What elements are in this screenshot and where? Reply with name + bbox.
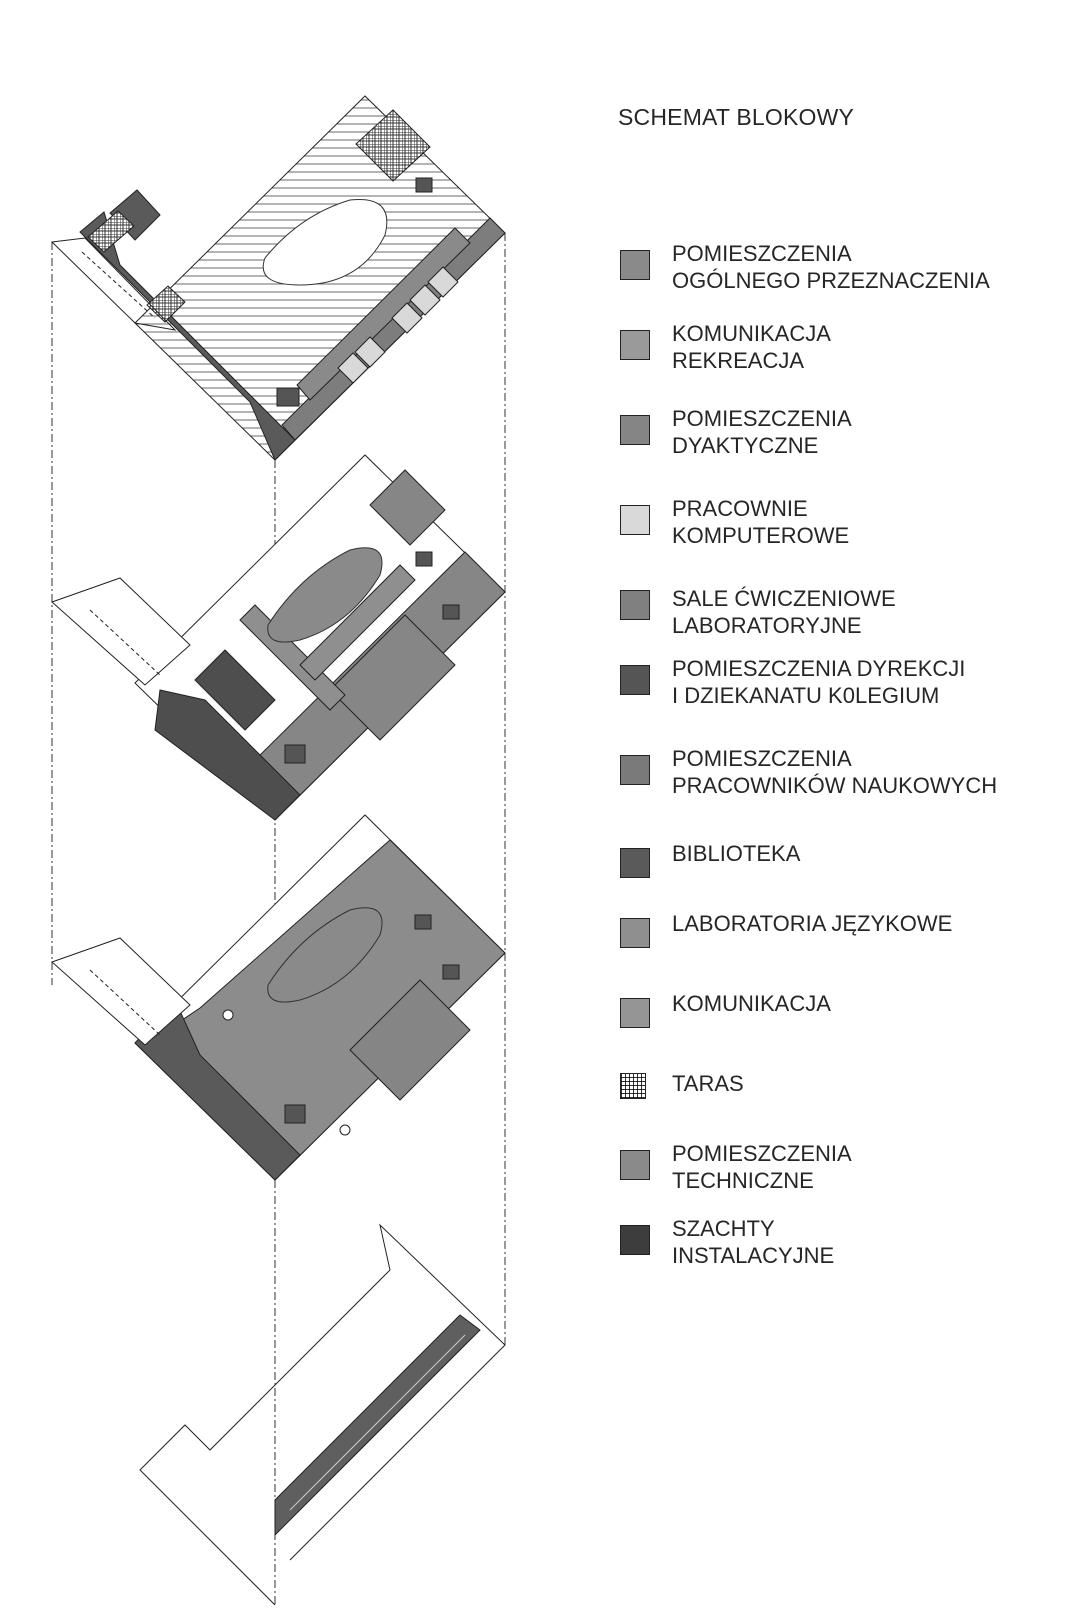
legend-label-line1: TARAS	[672, 1071, 744, 1096]
legend-label-line1: POMIESZCZENIA	[672, 241, 852, 266]
legend-label-line1: LABORATORIA JĘZYKOWE	[672, 911, 953, 936]
legend-label-line2: INSTALACYJNE	[672, 1243, 835, 1268]
legend-label-line1: SZACHTY	[672, 1216, 775, 1241]
legend-label-line1: SALE ĆWICZENIOWE	[672, 586, 896, 611]
legend-label-line2: PRACOWNIKÓW NAUKOWYCH	[672, 773, 998, 798]
legend-label-line1: POMIESZCZENIA	[672, 406, 852, 431]
legend-swatch	[620, 505, 650, 535]
legend-label-line2: OGÓLNEGO PRZEZNACZENIA	[672, 268, 990, 293]
floor-plan-level-3	[52, 815, 505, 1180]
legend-label-line2: DYAKTYCZNE	[672, 433, 819, 458]
legend-swatch	[620, 848, 650, 878]
legend-label-line2: KOMPUTEROWE	[672, 523, 850, 548]
legend-label-line1: KOMUNIKACJA	[672, 321, 831, 346]
legend-swatch	[620, 330, 650, 360]
legend-swatch	[620, 665, 650, 695]
floor-plan-level-1	[52, 96, 505, 460]
legend-label-line2: REKREACJA	[672, 348, 805, 373]
legend-swatch	[620, 1225, 650, 1255]
legend-label-line2: TECHNICZNE	[672, 1168, 814, 1193]
legend-label-line1: BIBLIOTEKA	[672, 841, 801, 866]
legend-label-line1: KOMUNIKACJA	[672, 991, 831, 1016]
legend-title: SCHEMAT BLOKOWY	[618, 104, 855, 130]
legend-swatch	[620, 250, 650, 280]
legend-label-line1: POMIESZCZENIA DYREKCJI	[672, 656, 966, 681]
legend-swatch	[620, 1150, 650, 1180]
legend-swatch	[620, 590, 650, 620]
legend-swatch	[620, 755, 650, 785]
legend-swatch	[620, 1073, 646, 1099]
legend-label-line1: PRACOWNIE	[672, 496, 808, 521]
legend-label-line2: I DZIEKANATU K0LEGIUM	[672, 683, 940, 708]
floor-plan-level-4	[140, 1225, 505, 1605]
legend-swatch	[620, 998, 650, 1028]
legend-label-line2: LABORATORYJNE	[672, 613, 862, 638]
floor-plan-level-2	[52, 455, 505, 820]
legend-label-line1: POMIESZCZENIA	[672, 1141, 852, 1166]
legend-swatch	[620, 415, 650, 445]
legend-swatch	[620, 918, 650, 948]
legend-label-line1: POMIESZCZENIA	[672, 746, 852, 771]
